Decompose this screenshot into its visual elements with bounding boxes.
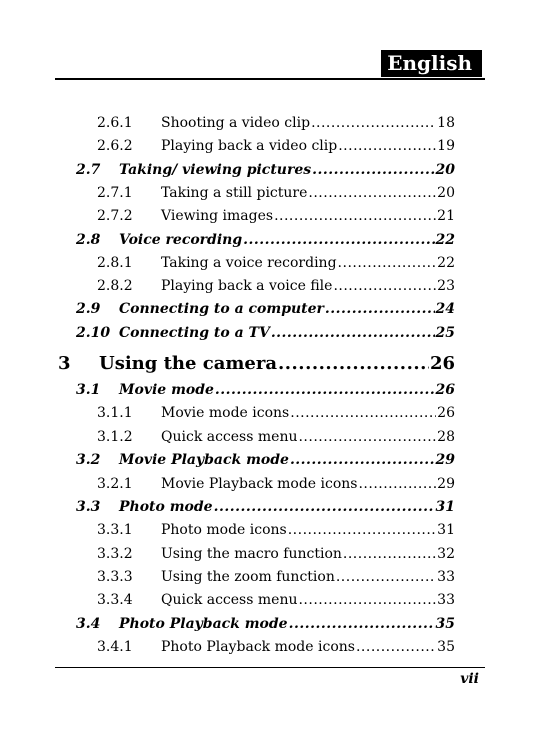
toc-entry-page: 32: [437, 546, 455, 562]
dot-leader: [278, 352, 429, 376]
toc-entry-page: 19: [437, 138, 455, 154]
toc-entry-2-7[interactable]: [76, 160, 455, 180]
toc-entry-3-4[interactable]: [76, 614, 455, 634]
toc-entry-title: Taking a still picture: [161, 185, 308, 201]
toc-entry-3-3[interactable]: [76, 497, 455, 517]
dot-leader: [298, 590, 436, 610]
toc-entry-number: 2.9: [76, 301, 101, 317]
toc-entry-page: 31: [435, 499, 455, 515]
toc-entry-3-3-4[interactable]: [97, 590, 455, 610]
toc-entry-title: Voice recording: [119, 232, 243, 248]
toc-entry-title: Photo Playback mode icons: [161, 639, 355, 655]
toc-entry-3-1-2[interactable]: [97, 427, 455, 447]
toc-entry-number: 3.2.1: [97, 476, 133, 492]
toc-entry-title: Photo mode icons: [161, 522, 287, 538]
toc-entry-page: 33: [437, 569, 455, 585]
toc-entry-title: Connecting to a computer: [119, 301, 324, 317]
dot-leader: [358, 474, 436, 494]
dot-leader: [271, 323, 435, 343]
toc-entry-page: 25: [435, 325, 455, 341]
page-number: vii: [460, 671, 479, 687]
toc-entry-number: 2.7.1: [97, 185, 133, 201]
toc-entry-title: Using the zoom function: [161, 569, 335, 585]
toc-entry-3-3-2[interactable]: [97, 544, 455, 564]
dot-leader: [243, 230, 434, 250]
toc-entry-page: 33: [437, 592, 455, 608]
toc-entry-number: 2.8.1: [97, 255, 133, 271]
footer-rule: [55, 667, 485, 668]
toc-entry-3-1-1[interactable]: [97, 403, 455, 423]
toc-entry-page: 35: [437, 639, 455, 655]
toc-entry-number: 3.3: [76, 499, 101, 515]
toc-entry-page: 26: [437, 405, 455, 421]
toc-entry-title: Playing back a video clip: [161, 138, 338, 154]
toc-entry-title: Connecting to a TV: [119, 325, 270, 341]
toc-entry-number: 3.1.2: [97, 429, 133, 445]
toc-entry-number: 2.10: [76, 325, 111, 341]
toc-entry-2-6-1[interactable]: [97, 113, 455, 133]
toc-entry-page: 20: [435, 162, 455, 178]
toc-entry-page: 23: [437, 278, 455, 294]
dot-leader: [336, 567, 436, 587]
dot-leader: [343, 544, 436, 564]
toc-entry-number: 3.2: [76, 452, 101, 468]
dot-leader: [356, 637, 436, 657]
toc-entry-title: Taking/ viewing pictures: [119, 162, 312, 178]
dot-leader: [338, 136, 436, 156]
toc-entry-title: Shooting a video clip: [161, 115, 311, 131]
dot-leader: [312, 160, 434, 180]
toc-entry-page: 22: [435, 232, 455, 248]
toc-entry-2-7-1[interactable]: [97, 183, 455, 203]
toc-entry-title: Quick access menu: [161, 429, 298, 445]
toc-entry-number: 3.1.1: [97, 405, 133, 421]
dot-leader: [215, 380, 435, 400]
header-rule: [55, 78, 485, 80]
dot-leader: [298, 427, 436, 447]
dot-leader: [308, 183, 436, 203]
toc-entry-page: 31: [437, 522, 455, 538]
dot-leader: [333, 276, 436, 296]
toc-entry-number: 2.7: [76, 162, 101, 178]
toc-entry-title: Movie Playback mode icons: [161, 476, 358, 492]
language-label: English: [381, 50, 482, 77]
toc-entry-number: 3.1: [76, 382, 101, 398]
toc-entry-title: Photo Playback mode: [119, 616, 288, 632]
toc-entry-page: 29: [437, 476, 455, 492]
toc-entry-page: 21: [437, 208, 455, 224]
toc-entry-number: 3.3.1: [97, 522, 133, 538]
toc-entry-2-7-2[interactable]: [97, 206, 455, 226]
toc-entry-number: 3.3.3: [97, 569, 133, 585]
toc-entry-2-8-2[interactable]: [97, 276, 455, 296]
toc-entry-3-1[interactable]: [76, 380, 455, 400]
dot-leader: [214, 497, 435, 517]
toc-entry-page: 28: [437, 429, 455, 445]
toc-entry-3-4-1[interactable]: [97, 637, 455, 657]
toc-entry-2-8[interactable]: [76, 230, 455, 250]
dot-leader: [311, 113, 436, 133]
toc-entry-number: 2.6.1: [97, 115, 133, 131]
toc-entry-title: Taking a voice recording: [161, 255, 337, 271]
dot-leader: [289, 614, 435, 634]
toc-entry-page: 22: [437, 255, 455, 271]
dot-leader: [290, 450, 435, 470]
toc-entry-3-2-1[interactable]: [97, 474, 455, 494]
toc-entry-title: Movie Playback mode: [119, 452, 289, 468]
toc-entry-3[interactable]: [58, 352, 455, 376]
dot-leader: [288, 520, 436, 540]
toc-entry-2-10[interactable]: [76, 323, 455, 343]
toc-entry-2-8-1[interactable]: [97, 253, 455, 273]
toc-entry-number: 3.3.2: [97, 546, 133, 562]
toc-entry-number: 3.4: [76, 616, 101, 632]
dot-leader: [338, 253, 437, 273]
toc-entry-2-6-2[interactable]: [97, 136, 455, 156]
toc-entry-number: 3.3.4: [97, 592, 133, 608]
toc-entry-page: 18: [437, 115, 455, 131]
toc-entry-number: 2.8.2: [97, 278, 133, 294]
toc-entry-page: 35: [435, 616, 455, 632]
toc-entry-page: 20: [437, 185, 455, 201]
toc-entry-page: 29: [435, 452, 455, 468]
toc-entry-page: 24: [435, 301, 455, 317]
toc-entry-title: Using the macro function: [161, 546, 342, 562]
toc-entry-title: Movie mode: [119, 382, 214, 398]
dot-leader: [274, 206, 436, 226]
toc-entry-number: 2.8: [76, 232, 101, 248]
toc-entry-page: 26: [435, 382, 455, 398]
dot-leader: [290, 403, 436, 423]
toc-entry-number: 3: [58, 353, 71, 374]
toc-entry-number: 3.4.1: [97, 639, 133, 655]
toc-entry-number: 2.6.2: [97, 138, 133, 154]
toc-entry-title: Movie mode icons: [161, 405, 290, 421]
toc-entry-title: Using the camera: [99, 353, 277, 374]
toc-entry-title: Viewing images: [161, 208, 274, 224]
toc-entry-page: 26: [429, 353, 455, 374]
toc-entry-title: Photo mode: [119, 499, 213, 515]
toc-entry-number: 2.7.2: [97, 208, 133, 224]
dot-leader: [325, 299, 435, 319]
toc-entry-3-3-1[interactable]: [97, 520, 455, 540]
toc-entry-title: Playing back a voice file: [161, 278, 333, 294]
toc-entry-2-9[interactable]: [76, 299, 455, 319]
toc-entry-3-2[interactable]: [76, 450, 455, 470]
toc-entry-title: Quick access menu: [161, 592, 298, 608]
toc-entry-3-3-3[interactable]: [97, 567, 455, 587]
